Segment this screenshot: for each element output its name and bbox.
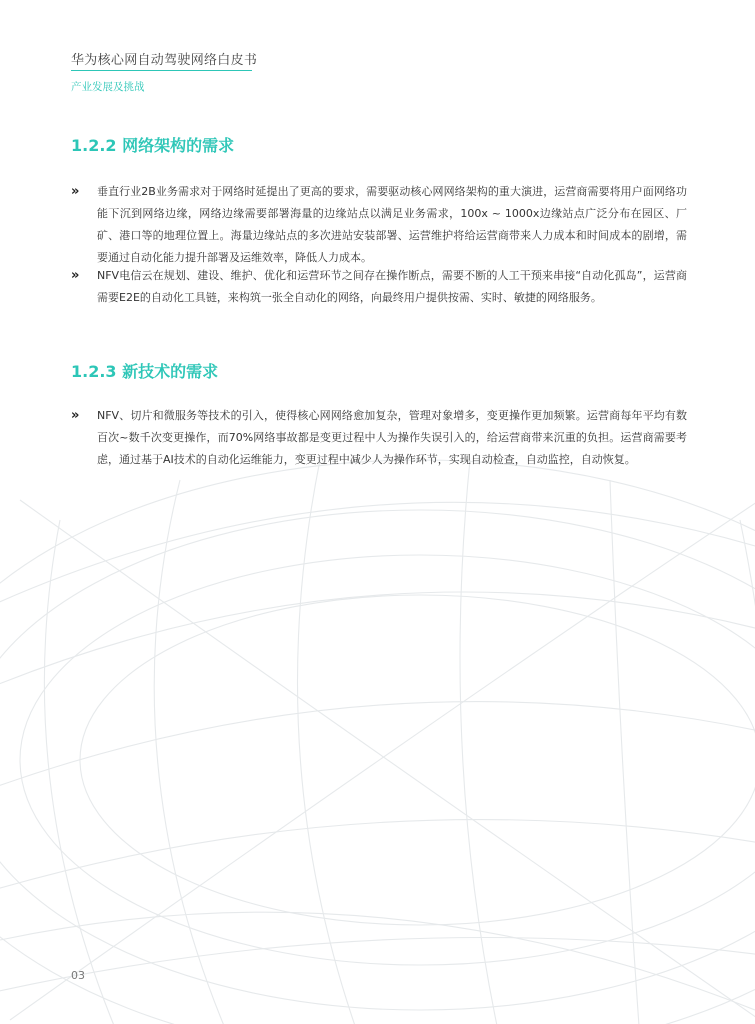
paragraph: 垂直行业2B业务需求对于网络时延提出了更高的要求，需要驱动核心网网络架构的重大演进，运营商需要将用户面网络功能下沉到网络边缘，网络边缘需要部署海量的边缘站点以满足业务需求，100x ~ 1000x边缘站点广泛分布在园区、厂矿、港口等的地理位置上。海量边缘站点的多次进站安装部署、运营维护将给运营商带来人力成本和时间成本的剧增，需要通过自动化能力提升部署及运维效率，降低人力成本。 <box>97 185 687 264</box>
chapter-subtitle: 产业发展及挑战 <box>71 81 145 93</box>
paragraph: NFV电信云在规划、建设、维护、优化和运营环节之间存在操作断点，需要不断的人工干预来串接“自动化孤岛”，运营商需要E2E的自动化工具链，来构筑一张全自动化的网络，向最终用户提供按需、实时、敏捷的网络服务。 <box>97 269 687 304</box>
double-chevron-icon: » <box>71 184 78 199</box>
section-heading-network-architecture: 1.2.2 网络架构的需求 <box>71 136 235 155</box>
section-heading-new-technology: 1.2.3 新技术的需求 <box>71 362 219 381</box>
page-number: 03 <box>71 969 85 982</box>
double-chevron-icon: » <box>71 268 78 283</box>
paragraph: NFV、切片和微服务等技术的引入，使得核心网网络愈加复杂，管理对象增多，变更操作更加频繁。运营商每年平均有数百次~数千次变更操作，而70%网络事故都是变更过程中人为操作失误引入的，给运营商带来沉重的负担。运营商需要考虑，通过基于AI技术的自动化运维能力，变更过程中减少人为操作环节，实现自动检查，自动监控，自动恢复。 <box>97 409 687 466</box>
title-divider <box>71 70 252 71</box>
document-title: 华为核心网自动驾驶网络白皮书 <box>71 53 258 68</box>
double-chevron-icon: » <box>71 408 78 423</box>
